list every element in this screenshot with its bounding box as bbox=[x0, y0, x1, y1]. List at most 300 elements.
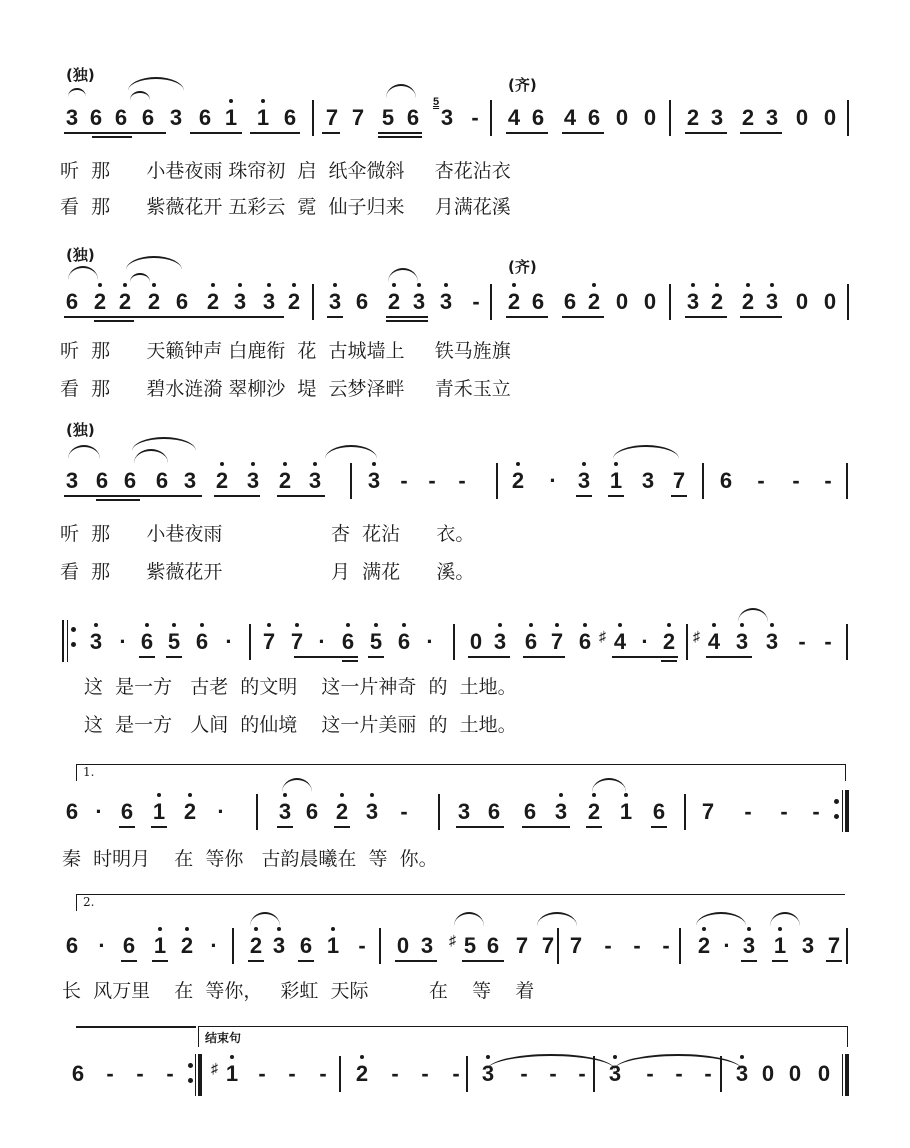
ending-1-label: 1. bbox=[83, 765, 95, 779]
chorus-marking: (齐) bbox=[508, 76, 537, 94]
note: 0 bbox=[396, 933, 410, 958]
underline bbox=[139, 656, 155, 658]
note: 1 bbox=[606, 469, 626, 493]
note: 3 bbox=[739, 934, 759, 958]
note: 3 bbox=[65, 468, 79, 493]
note: - bbox=[428, 468, 436, 493]
note: · bbox=[723, 933, 731, 958]
note: - bbox=[824, 468, 832, 493]
underline bbox=[166, 656, 182, 658]
note: - bbox=[358, 933, 366, 958]
note: 3 bbox=[275, 800, 295, 824]
underline bbox=[562, 316, 604, 318]
underline bbox=[386, 320, 428, 322]
note: 6 bbox=[198, 105, 212, 130]
note: 1 bbox=[150, 934, 170, 958]
note: 6 bbox=[71, 1061, 85, 1086]
lyric-verse-2: 看 那 碧水涟漪 翠柳沙 堤 云梦泽畔 青禾玉立 bbox=[60, 378, 511, 400]
note: 6 bbox=[155, 468, 169, 493]
note: - bbox=[400, 799, 408, 824]
barline bbox=[312, 284, 314, 320]
barline bbox=[256, 794, 258, 830]
note: 2 bbox=[90, 290, 110, 314]
note: - bbox=[780, 799, 788, 824]
note: - bbox=[675, 1061, 683, 1086]
note: 2 bbox=[246, 934, 266, 958]
note: 6 bbox=[531, 105, 545, 130]
note: 6 bbox=[137, 630, 157, 654]
note: - bbox=[106, 1061, 114, 1086]
underline bbox=[740, 132, 782, 134]
note: 2 bbox=[384, 290, 404, 314]
repeat-dots bbox=[71, 622, 76, 657]
note: 5 bbox=[381, 105, 395, 130]
underline bbox=[92, 136, 132, 138]
underline bbox=[576, 495, 592, 497]
underline bbox=[64, 132, 166, 134]
underline bbox=[152, 960, 168, 962]
note: 3 bbox=[605, 1062, 625, 1086]
barline bbox=[669, 284, 671, 320]
note: 3 bbox=[765, 105, 779, 130]
slur bbox=[537, 912, 577, 926]
barline bbox=[669, 100, 671, 136]
note: 3 bbox=[641, 468, 655, 493]
note: 6 bbox=[283, 105, 297, 130]
sharp-icon: ♯ bbox=[449, 932, 456, 948]
note: 3 bbox=[457, 799, 471, 824]
underline bbox=[740, 316, 782, 318]
note: 2 bbox=[177, 934, 197, 958]
note: 2 bbox=[180, 800, 200, 824]
underline bbox=[671, 495, 687, 497]
lyric-verse-2: 看 那 紫薇花开 月 满花 溪。 bbox=[60, 561, 475, 583]
slur bbox=[68, 445, 100, 459]
first-ending-bracket bbox=[76, 764, 846, 781]
underline bbox=[368, 656, 384, 658]
solo-marking: (独) bbox=[66, 421, 95, 439]
double-bar-thin bbox=[195, 1054, 196, 1096]
note: 7 bbox=[259, 630, 279, 654]
note: 6 bbox=[305, 799, 319, 824]
lyric-verse-1: 听 那 小巷夜雨 珠帘初 启 纸伞微斜 杏花沾衣 bbox=[60, 160, 511, 182]
note: 7 bbox=[672, 468, 686, 493]
note: 1 bbox=[770, 934, 790, 958]
note: 2 bbox=[504, 290, 524, 314]
note: 6 bbox=[65, 289, 79, 314]
note: 7 bbox=[827, 933, 841, 958]
underline bbox=[506, 132, 548, 134]
repeat-end-dots bbox=[834, 794, 839, 829]
note: · bbox=[210, 933, 218, 958]
note: 3 bbox=[269, 934, 289, 958]
lyric-verse-1: 听 那 小巷夜雨 杏 花沾 衣。 bbox=[60, 523, 475, 545]
note: - bbox=[258, 1061, 266, 1086]
underline bbox=[462, 960, 504, 962]
note: - bbox=[812, 799, 820, 824]
note: 6 bbox=[122, 933, 136, 958]
barline bbox=[350, 463, 352, 499]
underline bbox=[151, 826, 167, 828]
note: 3 bbox=[490, 630, 510, 654]
note: 7 bbox=[541, 933, 555, 958]
note: 2 bbox=[352, 1062, 372, 1086]
repeat-end-thin bbox=[842, 790, 843, 832]
note: 6 bbox=[587, 105, 601, 130]
note: 6 bbox=[192, 630, 212, 654]
lyric-verse-2: 看 那 紫薇花开 五彩云 霓 仙子归来 月满花溪 bbox=[60, 196, 511, 218]
note: 2 bbox=[212, 469, 232, 493]
underline bbox=[378, 132, 422, 134]
sharp-icon: ♯ bbox=[211, 1060, 218, 1076]
barline bbox=[846, 463, 848, 499]
note: 6 bbox=[523, 799, 537, 824]
note: · bbox=[95, 799, 103, 824]
lyric-verse-1: 长 风万里 在 等你， 彩虹 天际 在 等 着 bbox=[62, 980, 535, 1002]
note: 2 bbox=[508, 469, 528, 493]
note: · bbox=[641, 629, 649, 654]
note: 0 bbox=[795, 105, 809, 130]
underline bbox=[64, 495, 160, 497]
slur bbox=[386, 84, 416, 98]
underline bbox=[395, 960, 437, 962]
note: 3 bbox=[86, 630, 106, 654]
underline bbox=[64, 316, 284, 318]
slur bbox=[130, 91, 150, 100]
note: 2 bbox=[115, 290, 135, 314]
underline bbox=[608, 495, 624, 497]
slur bbox=[128, 77, 184, 91]
note: 6 bbox=[65, 933, 79, 958]
note: - bbox=[662, 933, 670, 958]
note: 2 bbox=[284, 290, 304, 314]
note: 3 bbox=[420, 933, 434, 958]
note: · bbox=[318, 629, 326, 654]
barline bbox=[702, 463, 704, 499]
slur bbox=[613, 445, 679, 459]
note: - bbox=[549, 1061, 557, 1086]
note: 6 bbox=[521, 630, 541, 654]
note: 3 bbox=[683, 290, 703, 314]
underline bbox=[685, 316, 727, 318]
underline bbox=[322, 132, 340, 134]
underline bbox=[506, 316, 548, 318]
note: 3 bbox=[362, 800, 382, 824]
solo-marking: (独) bbox=[66, 66, 95, 84]
note: · bbox=[119, 629, 127, 654]
underline bbox=[334, 826, 350, 828]
note: 2 bbox=[659, 630, 679, 654]
note: 3 bbox=[436, 290, 456, 314]
underline bbox=[612, 656, 678, 658]
note: 3 bbox=[325, 290, 345, 314]
note: 3 bbox=[364, 469, 384, 493]
note: 0 bbox=[615, 289, 629, 314]
note: 6 bbox=[486, 933, 500, 958]
note: 7 bbox=[547, 630, 567, 654]
final-bar-thick bbox=[845, 1054, 849, 1096]
note: 4 bbox=[507, 105, 521, 130]
note: 0 bbox=[817, 1061, 831, 1086]
sharp-icon: ♯ bbox=[693, 628, 700, 644]
note: 3 bbox=[230, 290, 250, 314]
note: · bbox=[549, 468, 557, 493]
note: 0 bbox=[795, 289, 809, 314]
note: - bbox=[578, 1061, 586, 1086]
note: 6 bbox=[299, 933, 313, 958]
note: 3 bbox=[169, 105, 183, 130]
underline bbox=[685, 132, 727, 134]
underline bbox=[121, 960, 137, 962]
barline bbox=[453, 624, 455, 660]
note: - bbox=[704, 1061, 712, 1086]
note: 3 bbox=[183, 468, 197, 493]
underline bbox=[96, 499, 140, 501]
note: 3 bbox=[305, 469, 325, 493]
lyric-verse-1: 听 那 天籁钟声 白鹿衔 花 古城墙上 铁马旌旗 bbox=[60, 340, 511, 362]
note: 3 bbox=[259, 290, 279, 314]
note: 1 bbox=[616, 800, 636, 824]
note: 6 bbox=[65, 799, 79, 824]
note: 2 bbox=[584, 290, 604, 314]
note: 5 ♯ bbox=[460, 934, 480, 958]
note: 6 bbox=[652, 799, 666, 824]
underline bbox=[277, 495, 325, 497]
barline bbox=[249, 624, 251, 660]
note: 2 bbox=[203, 290, 223, 314]
second-ending-bracket bbox=[76, 894, 845, 911]
note: - bbox=[646, 1061, 654, 1086]
slur bbox=[388, 268, 418, 282]
note: - bbox=[421, 1061, 429, 1086]
lyric-verse-1: 秦 时明月 在 等你 古韵晨曦在 等 你。 bbox=[62, 848, 438, 870]
barline bbox=[847, 284, 849, 320]
underline bbox=[94, 320, 134, 322]
note: - bbox=[288, 1061, 296, 1086]
note: - bbox=[757, 468, 765, 493]
solo-marking: (独) bbox=[66, 246, 95, 264]
note: - bbox=[136, 1061, 144, 1086]
underline bbox=[468, 656, 510, 658]
slur bbox=[250, 912, 280, 926]
repeat-start-thin bbox=[67, 620, 68, 662]
underline bbox=[190, 132, 242, 134]
underline bbox=[327, 316, 343, 318]
repeat-end-dots bbox=[188, 1058, 193, 1093]
note: · bbox=[426, 629, 434, 654]
note: 6 bbox=[355, 289, 369, 314]
note: 3 bbox=[801, 933, 815, 958]
slur bbox=[454, 912, 484, 926]
note: 7 bbox=[569, 933, 583, 958]
barline bbox=[490, 100, 492, 136]
note: 6 bbox=[114, 105, 128, 130]
note: - bbox=[604, 933, 612, 958]
underline bbox=[386, 316, 428, 318]
barline bbox=[846, 624, 848, 660]
note: 1 bbox=[221, 106, 241, 130]
slur bbox=[134, 449, 168, 463]
underline bbox=[160, 495, 202, 497]
repeat-end-thick bbox=[845, 790, 849, 832]
barline bbox=[846, 928, 848, 964]
note: 0 bbox=[643, 105, 657, 130]
coda-label: 结束句 bbox=[205, 1031, 242, 1045]
note: 1 ♯ bbox=[222, 1062, 242, 1086]
note: 2 bbox=[694, 934, 714, 958]
note: 3 bbox=[574, 469, 594, 493]
barline bbox=[720, 1056, 722, 1092]
note: · bbox=[217, 799, 225, 824]
barline bbox=[593, 1056, 595, 1092]
slur bbox=[132, 437, 196, 451]
ending-2-label: 2. bbox=[83, 895, 95, 909]
lyric-verse-2: 这 是一方 人间 的仙境 这一片美丽 的 土地。 bbox=[84, 714, 517, 736]
slur bbox=[68, 88, 86, 97]
underline bbox=[586, 826, 602, 828]
underline bbox=[741, 960, 757, 962]
note: 7 bbox=[701, 799, 715, 824]
note: 3 bbox=[551, 800, 571, 824]
note: 0 bbox=[761, 1061, 775, 1086]
note: 3 bbox=[409, 290, 429, 314]
note: - bbox=[458, 468, 466, 493]
note: 3 bbox=[65, 105, 79, 130]
barline bbox=[438, 794, 440, 830]
underline bbox=[706, 656, 752, 658]
ending-line bbox=[76, 1026, 196, 1028]
note: 6 bbox=[531, 289, 545, 314]
underline bbox=[456, 826, 504, 828]
slur bbox=[130, 273, 150, 282]
note: - bbox=[633, 933, 641, 958]
underline bbox=[522, 826, 570, 828]
note: - bbox=[520, 1061, 528, 1086]
note: 6 bbox=[120, 799, 134, 824]
note: - bbox=[471, 105, 479, 130]
note: 4 bbox=[563, 105, 577, 130]
underline bbox=[294, 656, 358, 658]
note: 0 bbox=[823, 289, 837, 314]
note: 6 bbox=[95, 468, 109, 493]
note: 3 bbox=[762, 630, 782, 654]
note: 7 bbox=[325, 105, 339, 130]
note: 0 bbox=[615, 105, 629, 130]
sharp-icon: ♯ bbox=[599, 628, 606, 644]
note: 3 5 bbox=[437, 106, 457, 130]
note: - bbox=[472, 289, 480, 314]
note: 6 bbox=[394, 630, 414, 654]
underline bbox=[214, 495, 260, 497]
note: 2 bbox=[738, 290, 758, 314]
note: 3 bbox=[478, 1062, 498, 1086]
underline bbox=[277, 826, 293, 828]
note: 7 bbox=[351, 105, 365, 130]
note: 2 bbox=[707, 290, 727, 314]
note: 1 bbox=[149, 800, 169, 824]
note: 6 bbox=[338, 630, 358, 654]
note: 3 bbox=[732, 630, 752, 654]
note: 0 bbox=[788, 1061, 802, 1086]
barline bbox=[557, 928, 559, 964]
note: - bbox=[452, 1061, 460, 1086]
underline bbox=[298, 960, 314, 962]
note: 6 bbox=[89, 105, 103, 130]
note: 2 bbox=[332, 800, 352, 824]
chorus-marking: (齐) bbox=[508, 258, 537, 276]
note: 3 bbox=[762, 290, 782, 314]
underline bbox=[661, 660, 677, 662]
slur bbox=[68, 266, 98, 280]
note: 7 bbox=[287, 630, 307, 654]
note: - bbox=[744, 799, 752, 824]
coda-bracket bbox=[198, 1026, 848, 1047]
note: 0 bbox=[469, 629, 483, 654]
note: 1 bbox=[323, 934, 343, 958]
barline bbox=[232, 928, 234, 964]
underline bbox=[523, 656, 565, 658]
double-bar-thick bbox=[198, 1054, 202, 1096]
note: - bbox=[319, 1061, 327, 1086]
repeat-start-thick bbox=[62, 620, 64, 662]
note: 6 bbox=[563, 289, 577, 314]
note: 0 bbox=[643, 289, 657, 314]
slur bbox=[738, 608, 768, 622]
note: 4 ♯ bbox=[704, 630, 724, 654]
note: 6 bbox=[487, 799, 501, 824]
note: 6 bbox=[575, 630, 595, 654]
grace-note: 5 bbox=[433, 96, 440, 108]
barline bbox=[496, 463, 498, 499]
underline bbox=[378, 136, 422, 138]
note: 6 bbox=[719, 468, 733, 493]
note: 6 bbox=[406, 105, 420, 130]
note: 6 bbox=[175, 289, 189, 314]
barline bbox=[679, 928, 681, 964]
barline bbox=[466, 1056, 468, 1092]
note: 5 bbox=[164, 630, 184, 654]
note: 2 bbox=[741, 105, 755, 130]
underline bbox=[826, 960, 842, 962]
barline bbox=[490, 284, 492, 320]
barline bbox=[684, 794, 686, 830]
note: 2 bbox=[686, 105, 700, 130]
note: 5 bbox=[366, 630, 386, 654]
underline bbox=[772, 960, 788, 962]
note: · bbox=[98, 933, 106, 958]
note: 2 bbox=[584, 800, 604, 824]
underline bbox=[119, 826, 135, 828]
barline bbox=[379, 928, 381, 964]
barline bbox=[847, 100, 849, 136]
slur bbox=[770, 912, 800, 926]
note: - bbox=[400, 468, 408, 493]
note: - bbox=[391, 1061, 399, 1086]
slur bbox=[126, 256, 182, 270]
barline bbox=[686, 624, 688, 660]
note: 6 bbox=[141, 105, 155, 130]
note: - bbox=[792, 468, 800, 493]
note: - bbox=[798, 629, 806, 654]
underline bbox=[562, 132, 604, 134]
note: 3 bbox=[732, 1062, 752, 1086]
note: - bbox=[166, 1061, 174, 1086]
note: 3 bbox=[243, 469, 263, 493]
note: 3 bbox=[710, 105, 724, 130]
barline bbox=[312, 100, 314, 136]
lyric-verse-1: 这 是一方 古老 的文明 这一片神奇 的 土地。 bbox=[84, 676, 517, 698]
final-bar-thin bbox=[842, 1054, 843, 1096]
